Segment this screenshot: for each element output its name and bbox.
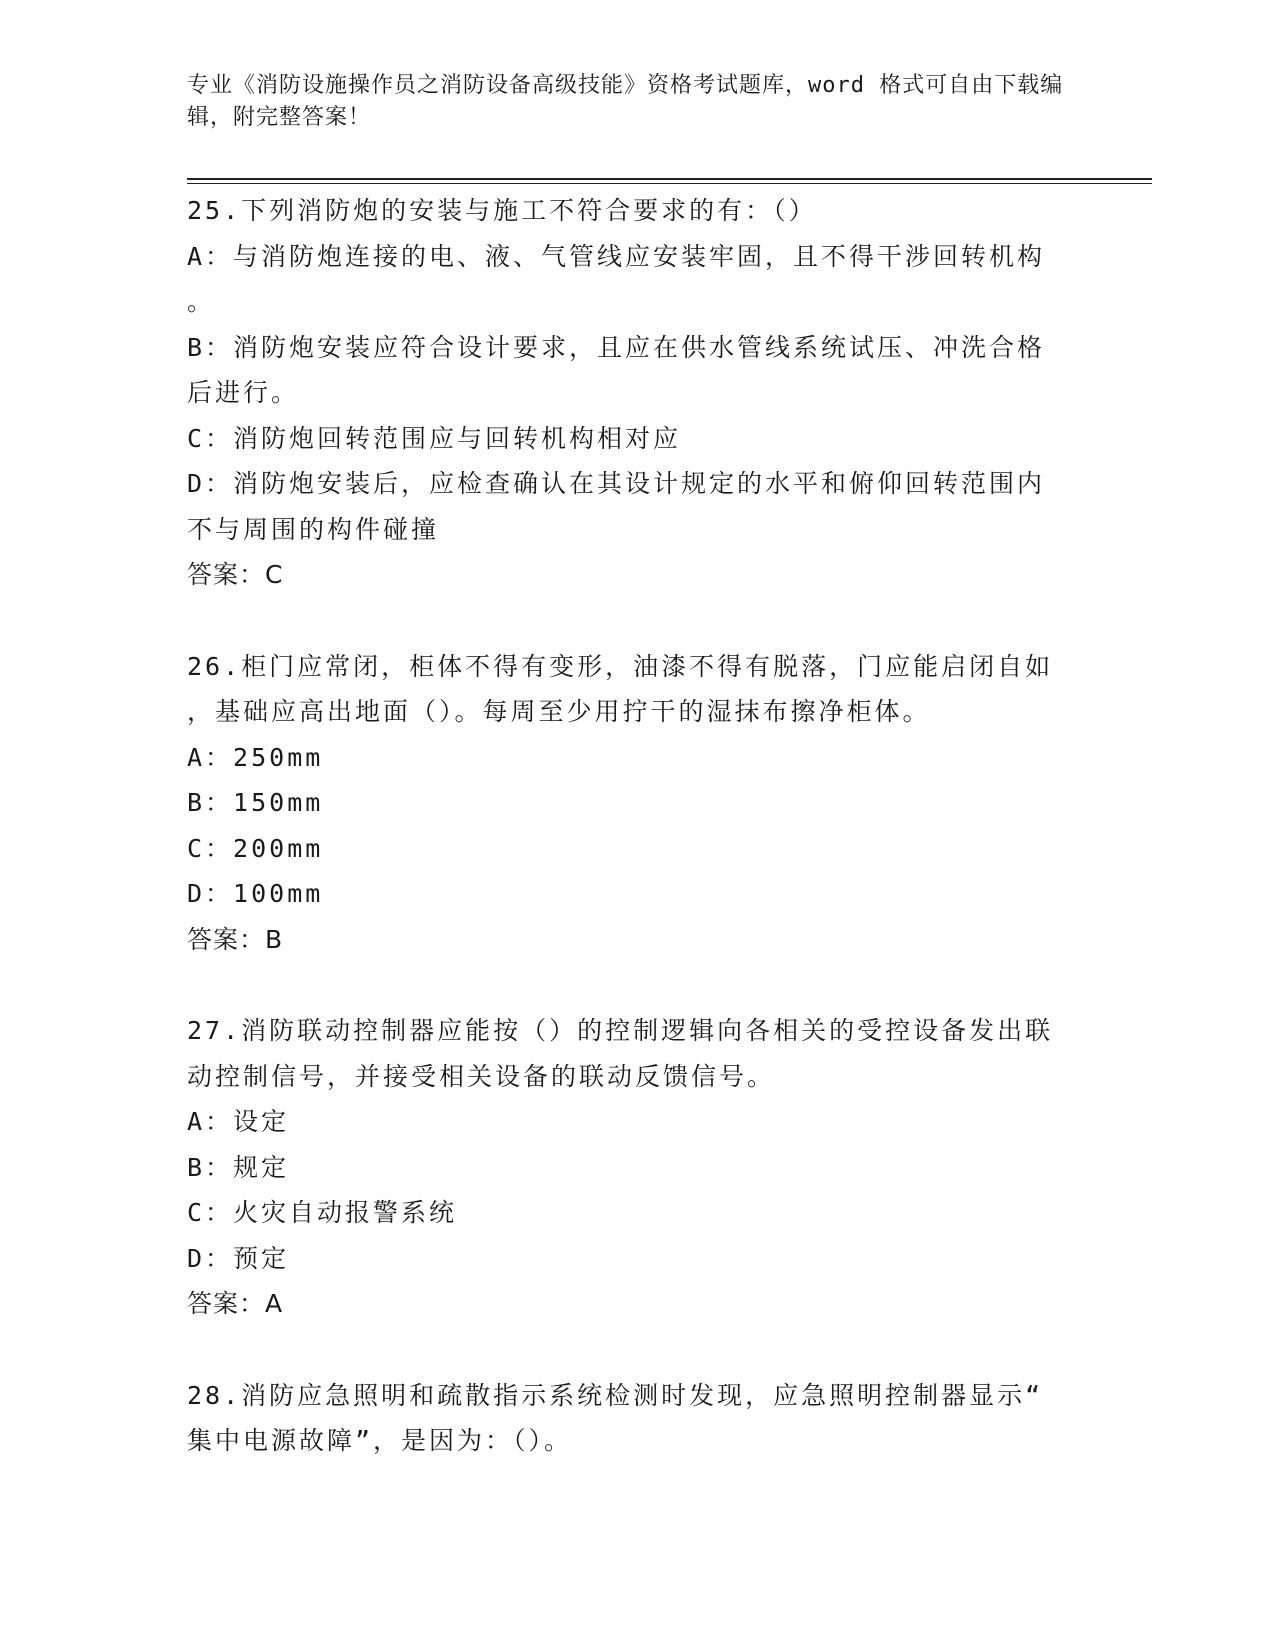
option-b: B：规定: [187, 1152, 290, 1182]
option-d: D：100mm: [187, 879, 324, 908]
answer-text: 答案：B: [187, 924, 284, 954]
question-stem-line-1: 26.柜门应常闭，柜体不得有变形，油漆不得有脱落，门应能启闭自如: [187, 651, 1054, 681]
option-d-line-1: D：消防炮安装后，应检查确认在其设计规定的水平和俯仰回转范围内: [187, 469, 1046, 498]
question-stem-line-2: ，基础应高出地面（）。每周至少用拧干的湿抹布擦净柜体。: [187, 697, 931, 726]
option-d-line-2: 不与周围的构件碰撞: [187, 514, 440, 544]
question-25: [187, 188, 1067, 598]
question-stem-line-2: 集中电源故障”，是因为：（）。: [187, 1426, 573, 1455]
question-list: [187, 188, 1067, 1510]
question-stem-line: 25.下列消防炮的安装与施工不符合要求的有：（）: [187, 196, 817, 225]
option-b-line-2: 后进行。: [187, 378, 300, 407]
option-c: C：火灾自动报警系统: [187, 1198, 458, 1227]
question-28: [187, 1373, 1067, 1464]
option-a: A：设定: [187, 1107, 290, 1136]
option-a-line-2: 。: [187, 287, 216, 316]
header-rule-thin: [187, 183, 1152, 184]
answer-text: 答案：A: [187, 1289, 284, 1318]
question-stem-line-1: 27.消防联动控制器应能按（）的控制逻辑向各相关的受控设备发出联: [187, 1016, 1054, 1045]
option-b-line-1: B：消防炮安装应符合设计要求，且应在供水管线系统试压、冲洗合格: [187, 332, 1046, 362]
question-stem-line-2: 动控制信号，并接受相关设备的联动反馈信号。: [187, 1061, 776, 1091]
question-26: [187, 644, 1067, 963]
option-a: A：250mm: [187, 742, 324, 772]
option-c: C：200mm: [187, 833, 324, 863]
document-header: [187, 70, 1087, 136]
option-b: B：150mm: [187, 788, 324, 817]
option-a-line-1: A：与消防炮连接的电、液、气管线应安装牢固，且不得干涉回转机构: [187, 241, 1046, 271]
answer-text: 答案：C: [187, 560, 284, 589]
question-27: [187, 1008, 1067, 1327]
header-rule-thick: [187, 178, 1152, 180]
option-c: C：消防炮回转范围应与回转机构相对应: [187, 423, 682, 453]
question-stem-line-1: 28.消防应急照明和疏散指示系统检测时发现，应急照明控制器显示“: [187, 1380, 1044, 1410]
header-text: 专业《消防设施操作员之消防设备高级技能》资格考试题库，word 格式可自由下载编辑，附完整答案！: [187, 73, 1064, 130]
option-d: D：预定: [187, 1243, 290, 1273]
